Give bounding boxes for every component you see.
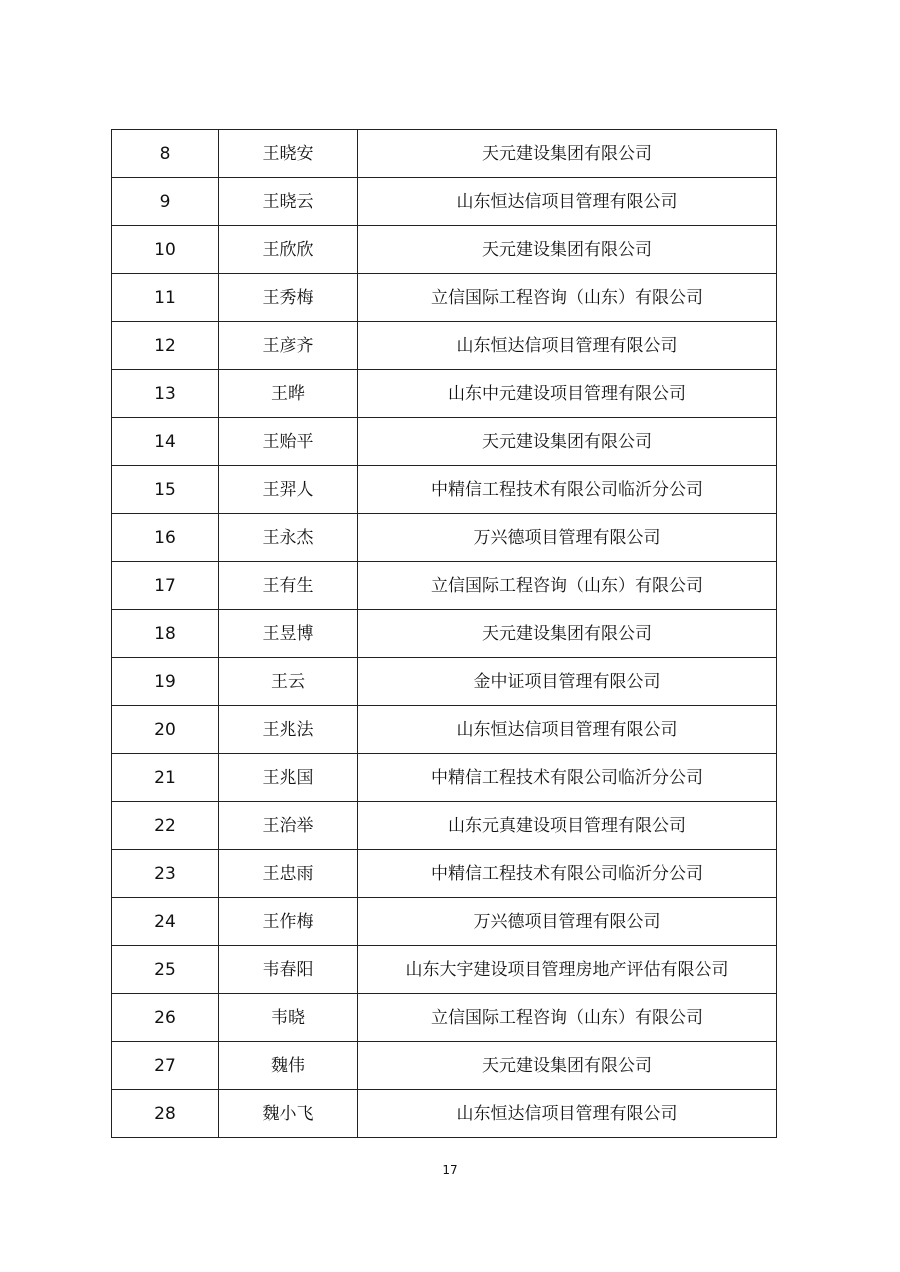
person-name-cell: 王羿人: [219, 466, 358, 514]
row-number-cell: 26: [112, 994, 219, 1042]
organization-cell: 天元建设集团有限公司: [358, 130, 777, 178]
person-name-cell: 王昱博: [219, 610, 358, 658]
row-number-cell: 20: [112, 706, 219, 754]
person-name-cell: 王彦齐: [219, 322, 358, 370]
table-row: [112, 946, 777, 994]
table-row: [112, 1042, 777, 1090]
row-number-cell: 28: [112, 1090, 219, 1138]
person-name-cell: 王兆法: [219, 706, 358, 754]
table-row: [112, 370, 777, 418]
row-number-cell: 17: [112, 562, 219, 610]
person-name-cell: 王贻平: [219, 418, 358, 466]
table-row: [112, 514, 777, 562]
row-number-cell: 19: [112, 658, 219, 706]
person-name-cell: 王云: [219, 658, 358, 706]
organization-cell: 立信国际工程咨询（山东）有限公司: [358, 274, 777, 322]
organization-cell: 山东恒达信项目管理有限公司: [358, 706, 777, 754]
table-row: [112, 706, 777, 754]
person-name-cell: 魏小飞: [219, 1090, 358, 1138]
table-row: [112, 802, 777, 850]
organization-cell: 山东恒达信项目管理有限公司: [358, 178, 777, 226]
person-name-cell: 王晔: [219, 370, 358, 418]
person-name-cell: 韦晓: [219, 994, 358, 1042]
row-number-cell: 8: [112, 130, 219, 178]
person-name-cell: 王晓安: [219, 130, 358, 178]
row-number-cell: 25: [112, 946, 219, 994]
organization-cell: 山东元真建设项目管理有限公司: [358, 802, 777, 850]
row-number-cell: 24: [112, 898, 219, 946]
organization-cell: 中精信工程技术有限公司临沂分公司: [358, 754, 777, 802]
table-row: [112, 658, 777, 706]
person-name-cell: 王治举: [219, 802, 358, 850]
table-row: [112, 130, 777, 178]
row-number-cell: 12: [112, 322, 219, 370]
table-row: [112, 178, 777, 226]
table-row: [112, 994, 777, 1042]
organization-cell: 天元建设集团有限公司: [358, 1042, 777, 1090]
organization-cell: 天元建设集团有限公司: [358, 226, 777, 274]
organization-cell: 立信国际工程咨询（山东）有限公司: [358, 994, 777, 1042]
person-name-cell: 魏伟: [219, 1042, 358, 1090]
roster-table: [111, 129, 777, 1138]
row-number-cell: 27: [112, 1042, 219, 1090]
organization-cell: 山东恒达信项目管理有限公司: [358, 322, 777, 370]
table-row: [112, 226, 777, 274]
row-number-cell: 16: [112, 514, 219, 562]
organization-cell: 天元建设集团有限公司: [358, 610, 777, 658]
person-name-cell: 王有生: [219, 562, 358, 610]
table-row: [112, 418, 777, 466]
organization-cell: 中精信工程技术有限公司临沂分公司: [358, 850, 777, 898]
person-name-cell: 王晓云: [219, 178, 358, 226]
organization-cell: 山东恒达信项目管理有限公司: [358, 1090, 777, 1138]
organization-cell: 金中证项目管理有限公司: [358, 658, 777, 706]
row-number-cell: 11: [112, 274, 219, 322]
organization-cell: 立信国际工程咨询（山东）有限公司: [358, 562, 777, 610]
person-name-cell: 王作梅: [219, 898, 358, 946]
row-number-cell: 21: [112, 754, 219, 802]
person-name-cell: 王忠雨: [219, 850, 358, 898]
table-row: [112, 322, 777, 370]
row-number-cell: 23: [112, 850, 219, 898]
table-row: [112, 850, 777, 898]
person-name-cell: 王欣欣: [219, 226, 358, 274]
organization-cell: 山东大宇建设项目管理房地产评估有限公司: [358, 946, 777, 994]
table-row: [112, 754, 777, 802]
row-number-cell: 18: [112, 610, 219, 658]
table-row: [112, 1090, 777, 1138]
row-number-cell: 9: [112, 178, 219, 226]
table-row: [112, 898, 777, 946]
organization-cell: 天元建设集团有限公司: [358, 418, 777, 466]
organization-cell: 山东中元建设项目管理有限公司: [358, 370, 777, 418]
person-name-cell: 韦春阳: [219, 946, 358, 994]
person-name-cell: 王永杰: [219, 514, 358, 562]
organization-cell: 万兴德项目管理有限公司: [358, 898, 777, 946]
row-number-cell: 13: [112, 370, 219, 418]
row-number-cell: 15: [112, 466, 219, 514]
table-row: [112, 466, 777, 514]
person-name-cell: 王秀梅: [219, 274, 358, 322]
row-number-cell: 10: [112, 226, 219, 274]
table-row: [112, 562, 777, 610]
table-row: [112, 610, 777, 658]
row-number-cell: 14: [112, 418, 219, 466]
person-name-cell: 王兆国: [219, 754, 358, 802]
row-number-cell: 22: [112, 802, 219, 850]
organization-cell: 万兴德项目管理有限公司: [358, 514, 777, 562]
organization-cell: 中精信工程技术有限公司临沂分公司: [358, 466, 777, 514]
roster-table-body: [112, 130, 777, 1138]
page-number: 17: [442, 1163, 458, 1177]
table-row: [112, 274, 777, 322]
